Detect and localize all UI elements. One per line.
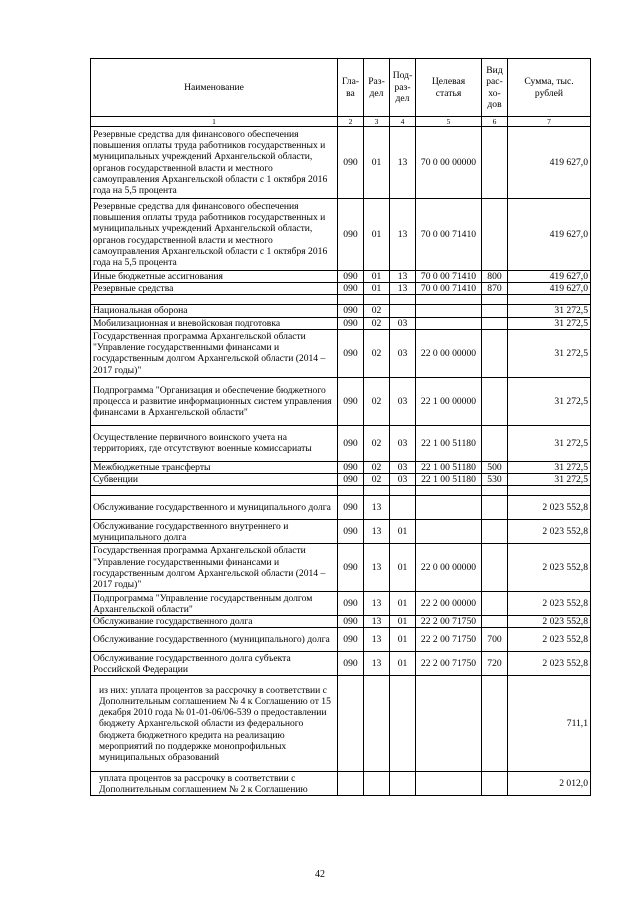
table-cell-section: 02 — [364, 425, 390, 461]
table-cell-subsection: 03 — [390, 461, 416, 473]
table-cell-type — [482, 676, 508, 772]
table-cell-subsection: 01 — [390, 520, 416, 544]
table-row — [91, 652, 591, 676]
header-sum: Сумма, тыс. рублей — [508, 59, 591, 117]
table-cell-section: 02 — [364, 329, 390, 377]
table-cell-target — [416, 317, 482, 329]
table-cell-chapter: 090 — [338, 496, 364, 520]
table-cell-subsection: 01 — [390, 616, 416, 628]
column-number: 4 — [390, 117, 416, 127]
table-cell-section: 02 — [364, 377, 390, 425]
table-cell-sum: 419 627,0 — [508, 199, 591, 271]
table-cell-chapter: 090 — [338, 628, 364, 652]
table-cell-subsection — [390, 496, 416, 520]
table-cell-sum: 31 272,5 — [508, 474, 591, 486]
table-cell-name: Национальная оборона — [91, 305, 338, 317]
table-cell-name: Резервные средства — [91, 283, 338, 295]
table-cell-target: 22 2 00 71750 — [416, 652, 482, 676]
table-cell-subsection: 01 — [390, 628, 416, 652]
table-cell-type — [482, 544, 508, 592]
column-number: 6 — [482, 117, 508, 127]
table-cell-sum: 2 023 552,8 — [508, 616, 591, 628]
table-cell-type — [482, 425, 508, 461]
table-cell-type: 720 — [482, 652, 508, 676]
table-cell-subsection: 01 — [390, 592, 416, 616]
table-cell-section: 01 — [364, 199, 390, 271]
table-row — [91, 496, 591, 520]
table-cell-type — [482, 127, 508, 199]
table-cell-subsection: 13 — [390, 271, 416, 283]
column-number-row — [91, 117, 591, 127]
table-cell-section: 02 — [364, 461, 390, 473]
table-cell-empty — [508, 486, 591, 496]
table-cell-type: 870 — [482, 283, 508, 295]
table-row — [91, 616, 591, 628]
table-cell-sum: 31 272,5 — [508, 377, 591, 425]
table-cell-name: Государственная программа Архангельской области "Управление государственными финансами и государственным долгом Архангельской области (2014 – 2017 годы)" — [91, 329, 338, 377]
table-cell-target: 22 0 00 00000 — [416, 544, 482, 592]
table-cell-sum: 31 272,5 — [508, 317, 591, 329]
table-cell-chapter: 090 — [338, 544, 364, 592]
table-cell-subsection: 03 — [390, 329, 416, 377]
table-row — [91, 127, 591, 199]
table-cell-name: Подпрограмма "Управление государственным долгом Архангельской области" — [91, 592, 338, 616]
table-cell-name: Обслуживание государственного долга субъекта Российской Федерации — [91, 652, 338, 676]
table-cell-target: 70 0 00 00000 — [416, 127, 482, 199]
table-cell-subsection: 13 — [390, 199, 416, 271]
table-cell-target — [416, 676, 482, 772]
table-cell-chapter: 090 — [338, 283, 364, 295]
table-cell-type — [482, 305, 508, 317]
table-cell-empty — [482, 295, 508, 305]
table-row — [91, 377, 591, 425]
table-cell-type — [482, 317, 508, 329]
table-cell-name: Обслуживание государственного и муниципального долга — [91, 496, 338, 520]
table-cell-sum: 31 272,5 — [508, 461, 591, 473]
table-cell-sum: 711,1 — [508, 676, 591, 772]
table-cell-sum: 2 023 552,8 — [508, 496, 591, 520]
table-cell-chapter: 090 — [338, 592, 364, 616]
table-cell-target — [416, 772, 482, 796]
table-cell-subsection: 03 — [390, 377, 416, 425]
column-number: 7 — [508, 117, 591, 127]
table-cell-chapter — [338, 772, 364, 796]
table-cell-sum: 31 272,5 — [508, 425, 591, 461]
table-cell-section: 01 — [364, 283, 390, 295]
table-cell-section — [364, 772, 390, 796]
table-cell-sum: 2 023 552,8 — [508, 520, 591, 544]
table-cell-type — [482, 377, 508, 425]
table-cell-target: 22 1 00 51180 — [416, 461, 482, 473]
table-cell-chapter: 090 — [338, 652, 364, 676]
table-cell-target: 70 0 00 71410 — [416, 283, 482, 295]
table-cell-type: 700 — [482, 628, 508, 652]
table-row — [91, 271, 591, 283]
table-cell-name: Мобилизационная и вневойсковая подготовка — [91, 317, 338, 329]
table-cell-subsection: 01 — [390, 652, 416, 676]
table-cell-section: 13 — [364, 652, 390, 676]
column-number: 3 — [364, 117, 390, 127]
table-row — [91, 305, 591, 317]
table-body — [91, 127, 591, 796]
table-cell-type — [482, 772, 508, 796]
table-cell-empty — [364, 486, 390, 496]
table-row — [91, 199, 591, 271]
table-cell-target: 22 2 00 71750 — [416, 616, 482, 628]
table-cell-subsection: 01 — [390, 544, 416, 592]
table-cell-sum: 31 272,5 — [508, 305, 591, 317]
table-cell-section: 02 — [364, 474, 390, 486]
table-cell-chapter: 090 — [338, 199, 364, 271]
table-cell-empty — [338, 295, 364, 305]
table-cell-section: 13 — [364, 592, 390, 616]
table-cell-type — [482, 520, 508, 544]
table-row — [91, 461, 591, 473]
table-cell-type: 530 — [482, 474, 508, 486]
table-cell-sum: 2 023 552,8 — [508, 652, 591, 676]
table-cell-name: Межбюджетные трансферты — [91, 461, 338, 473]
table-row — [91, 317, 591, 329]
table-cell-target — [416, 520, 482, 544]
table-row — [91, 329, 591, 377]
table-cell-empty — [416, 295, 482, 305]
table-cell-section: 02 — [364, 305, 390, 317]
header-chapter: Гла-ва — [338, 59, 364, 117]
table-cell-target — [416, 305, 482, 317]
table-cell-type — [482, 592, 508, 616]
table-cell-section: 02 — [364, 317, 390, 329]
column-number: 2 — [338, 117, 364, 127]
table-cell-type — [482, 616, 508, 628]
table-cell-subsection — [390, 305, 416, 317]
table-cell-target: 22 0 00 00000 — [416, 329, 482, 377]
table-cell-sum: 419 627,0 — [508, 271, 591, 283]
table-cell-section: 13 — [364, 544, 390, 592]
table-cell-chapter: 090 — [338, 317, 364, 329]
table-cell-chapter: 090 — [338, 305, 364, 317]
header-row — [91, 59, 591, 117]
column-number: 5 — [416, 117, 482, 127]
table-cell-chapter: 090 — [338, 474, 364, 486]
table-cell-section: 01 — [364, 127, 390, 199]
table-cell-empty — [91, 486, 338, 496]
table-row — [91, 592, 591, 616]
table-cell-chapter: 090 — [338, 461, 364, 473]
table-cell-type — [482, 496, 508, 520]
table-cell-subsection — [390, 676, 416, 772]
table-row-spacer — [91, 295, 591, 305]
table-cell-empty — [416, 486, 482, 496]
table-cell-section: 01 — [364, 271, 390, 283]
table-cell-type: 800 — [482, 271, 508, 283]
table-cell-name: Субвенции — [91, 474, 338, 486]
table-cell-target — [416, 496, 482, 520]
table-cell-chapter: 090 — [338, 329, 364, 377]
table-cell-chapter — [338, 676, 364, 772]
table-cell-empty — [338, 486, 364, 496]
table-cell-subsection: 03 — [390, 425, 416, 461]
table-cell-sum: 2 023 552,8 — [508, 628, 591, 652]
table-cell-sum: 419 627,0 — [508, 283, 591, 295]
table-row — [91, 474, 591, 486]
table-cell-type — [482, 329, 508, 377]
table-cell-subsection: 03 — [390, 474, 416, 486]
table-cell-section: 13 — [364, 520, 390, 544]
header-section: Раз-дел — [364, 59, 390, 117]
table-cell-type: 500 — [482, 461, 508, 473]
table-cell-section: 13 — [364, 496, 390, 520]
table-cell-section: 13 — [364, 628, 390, 652]
table-cell-sum: 2 023 552,8 — [508, 592, 591, 616]
table-cell-name: Резервные средства для финансового обеспечения повышения оплаты труда работников государственных и муниципальных учреждений Архангельской области, органов государственной власти и местного самоуправления Архангельской области с 1 октября 2016 года на 5,5 процента — [91, 127, 338, 199]
table-cell-name: Обслуживание государственного (муниципального) долга — [91, 628, 338, 652]
table-cell-name: Государственная программа Архангельской области "Управление государственными финансами и государственным долгом Архангельской области (2014 – 2017 годы)" — [91, 544, 338, 592]
table-cell-chapter: 090 — [338, 425, 364, 461]
table-cell-sum: 2 023 552,8 — [508, 544, 591, 592]
table-row — [91, 520, 591, 544]
table-cell-sum: 419 627,0 — [508, 127, 591, 199]
table-cell-empty — [364, 295, 390, 305]
table-cell-empty — [390, 486, 416, 496]
table-cell-subsection — [390, 772, 416, 796]
table-cell-empty — [508, 295, 591, 305]
table-cell-name: из них: уплата процентов за рассрочку в соответствии с Дополнительным соглашением № 4 к Соглашению от 15 декабря 2010 года № 01-01-06/06-539 о предоставлении бюджету Архангельской области из федерального бюджета бюджетного кредита на реализацию мероприятий по поддержке монопрофильных муниципальных образований — [91, 676, 338, 772]
table-cell-section — [364, 676, 390, 772]
table-cell-target: 22 2 00 71750 — [416, 628, 482, 652]
table-cell-sum: 31 272,5 — [508, 329, 591, 377]
header-name: Наименование — [91, 59, 338, 117]
table-cell-name: Обслуживание государственного внутреннего и муниципального долга — [91, 520, 338, 544]
table-cell-name: Осуществление первичного воинского учета на территориях, где отсутствуют военные комиссариаты — [91, 425, 338, 461]
header-subsection: Под-раз-дел — [390, 59, 416, 117]
column-number: 1 — [91, 117, 338, 127]
page-number: 42 — [315, 869, 325, 880]
table-row — [91, 544, 591, 592]
table-cell-sum: 2 012,0 — [508, 772, 591, 796]
table-cell-target: 22 1 00 51180 — [416, 474, 482, 486]
table-cell-subsection: 13 — [390, 127, 416, 199]
table-row — [91, 772, 591, 796]
table-cell-section: 13 — [364, 616, 390, 628]
table-row — [91, 283, 591, 295]
table-cell-type — [482, 199, 508, 271]
table-cell-name: Подпрограмма "Организация и обеспечение бюджетного процесса и развитие информационных систем управления финансами в Архангельской области" — [91, 377, 338, 425]
table-cell-chapter: 090 — [338, 520, 364, 544]
table-cell-empty — [390, 295, 416, 305]
table-cell-target: 70 0 00 71410 — [416, 271, 482, 283]
budget-table — [90, 58, 591, 796]
table-cell-chapter: 090 — [338, 616, 364, 628]
table-cell-empty — [91, 295, 338, 305]
table-cell-chapter: 090 — [338, 377, 364, 425]
table-cell-target: 70 0 00 71410 — [416, 199, 482, 271]
table-cell-name: Иные бюджетные ассигнования — [91, 271, 338, 283]
table-cell-name: Обслуживание государственного долга — [91, 616, 338, 628]
table-cell-chapter: 090 — [338, 127, 364, 199]
header-type: Вид рас-хо-дов — [482, 59, 508, 117]
table-cell-empty — [482, 486, 508, 496]
table-row — [91, 425, 591, 461]
table-row — [91, 628, 591, 652]
table-cell-subsection: 13 — [390, 283, 416, 295]
table-row-spacer — [91, 486, 591, 496]
table-cell-name: Резервные средства для финансового обеспечения повышения оплаты труда работников государственных и муниципальных учреждений Архангельской области, органов государственной власти и местного самоуправления Архангельской области с 1 октября 2016 года на 5,5 процента — [91, 199, 338, 271]
header-target: Целевая статья — [416, 59, 482, 117]
table-cell-subsection: 03 — [390, 317, 416, 329]
table-cell-target: 22 2 00 00000 — [416, 592, 482, 616]
table-cell-target: 22 1 00 00000 — [416, 377, 482, 425]
table-row — [91, 676, 591, 772]
table-cell-target: 22 1 00 51180 — [416, 425, 482, 461]
table-cell-name: уплата процентов за рассрочку в соответствии с Дополнительным соглашением № 2 к Соглашению — [91, 772, 338, 796]
table-cell-chapter: 090 — [338, 271, 364, 283]
